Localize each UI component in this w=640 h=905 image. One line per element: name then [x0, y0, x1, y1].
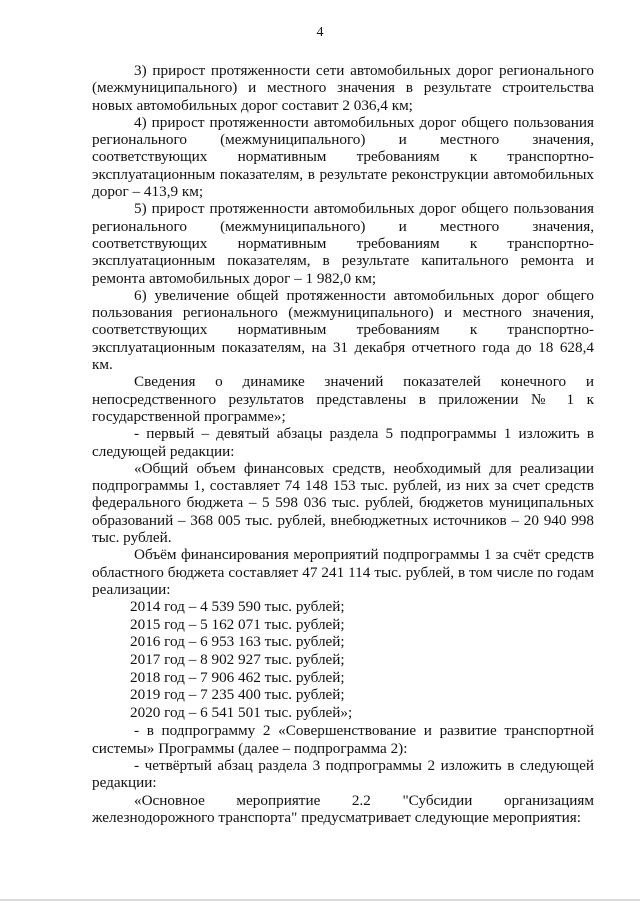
paragraph-main-measure-2-2: «Основное мероприятие 2.2 "Субсидии организациям железнодорожного транспорта" предусматривает следующие мероприятия:: [92, 791, 594, 826]
paragraph-indicators-info: Сведения о динамике значений показателей конечного и непосредственного результатов представлены в приложении № 1 к государственной программе»;: [92, 373, 594, 425]
paragraph-total-funding: «Общий объем финансовых средств, необходимый для реализации подпрограммы 1, составляет 74 148 153 тыс. рублей, из них за счет средств федерального бюджета – 5 598 036 тыс. рублей, бюджетов муниципальных образований – 368 005 тыс. рублей, внебюджетных источников – 20 940 998 тыс. рублей.: [92, 459, 594, 547]
paragraph-amend-section-3: - четвёртый абзац раздела 3 подпрограммы 2 изложить в следующей редакции:: [92, 756, 594, 792]
page-bottom-divider: [0, 899, 640, 901]
paragraph-item-4: 4) прирост протяженности автомобильных дорог общего пользования регионального (межмуниципального) и местного значения, соответствующих нормативным требованиям к транспортно-эксплуатационным показателям, в результате реконструкции автомобильных дорог – 413,9 км;: [92, 113, 594, 201]
year-2015: 2015 год – 5 162 071 тыс. рублей;: [130, 615, 345, 633]
document-body: [92, 62, 594, 826]
year-2017: 2017 год – 8 902 927 тыс. рублей;: [130, 650, 345, 668]
paragraph-item-6: 6) увеличение общей протяженности автомобильных дорог общего пользования регионального (межмуниципального) и местного значения, соответствующих нормативным требованиям к транспортно-эксплуатационным показателям, на 31 декабря отчетного года до 18 628,4 км.: [92, 286, 594, 374]
paragraph-regional-funding: Объём финансирования мероприятий подпрограммы 1 за счёт средств областного бюджета составляет 47 241 114 тыс. рублей, в том числе по годам реализации:: [92, 546, 594, 598]
paragraph-item-5: 5) прирост протяженности автомобильных дорог общего пользования регионального (межмуниципального) и местного значения, соответствующих нормативным требованиям к транспортно-эксплуатационным показателям, в результате капитального ремонта и ремонта автомобильных дорог – 1 982,0 км;: [92, 200, 594, 287]
year-2014: 2014 год – 4 539 590 тыс. рублей;: [130, 598, 345, 616]
funding-by-year-list: [92, 598, 594, 721]
year-2016: 2016 год – 6 953 163 тыс. рублей;: [130, 633, 345, 651]
paragraph-item-3: 3) прирост протяженности сети автомобильных дорог регионального (межмуниципального) и местного значения в результате строительства новых автомобильных дорог составит 2 036,4 км;: [92, 62, 594, 114]
paragraph-amend-section-5: - первый – девятый абзацы раздела 5 подпрограммы 1 изложить в следующей редакции:: [92, 425, 594, 460]
paragraph-subprogram-2: - в подпрограмму 2 «Совершенствование и развитие транспортной системы» Программы (далее – подпрограмма 2):: [92, 722, 594, 757]
year-2018: 2018 год – 7 906 462 тыс. рублей;: [130, 668, 345, 686]
year-2019: 2019 год – 7 235 400 тыс. рублей;: [130, 686, 345, 704]
year-2020: 2020 год – 6 541 501 тыс. рублей»;: [130, 703, 353, 721]
page-number: 4: [316, 25, 324, 40]
